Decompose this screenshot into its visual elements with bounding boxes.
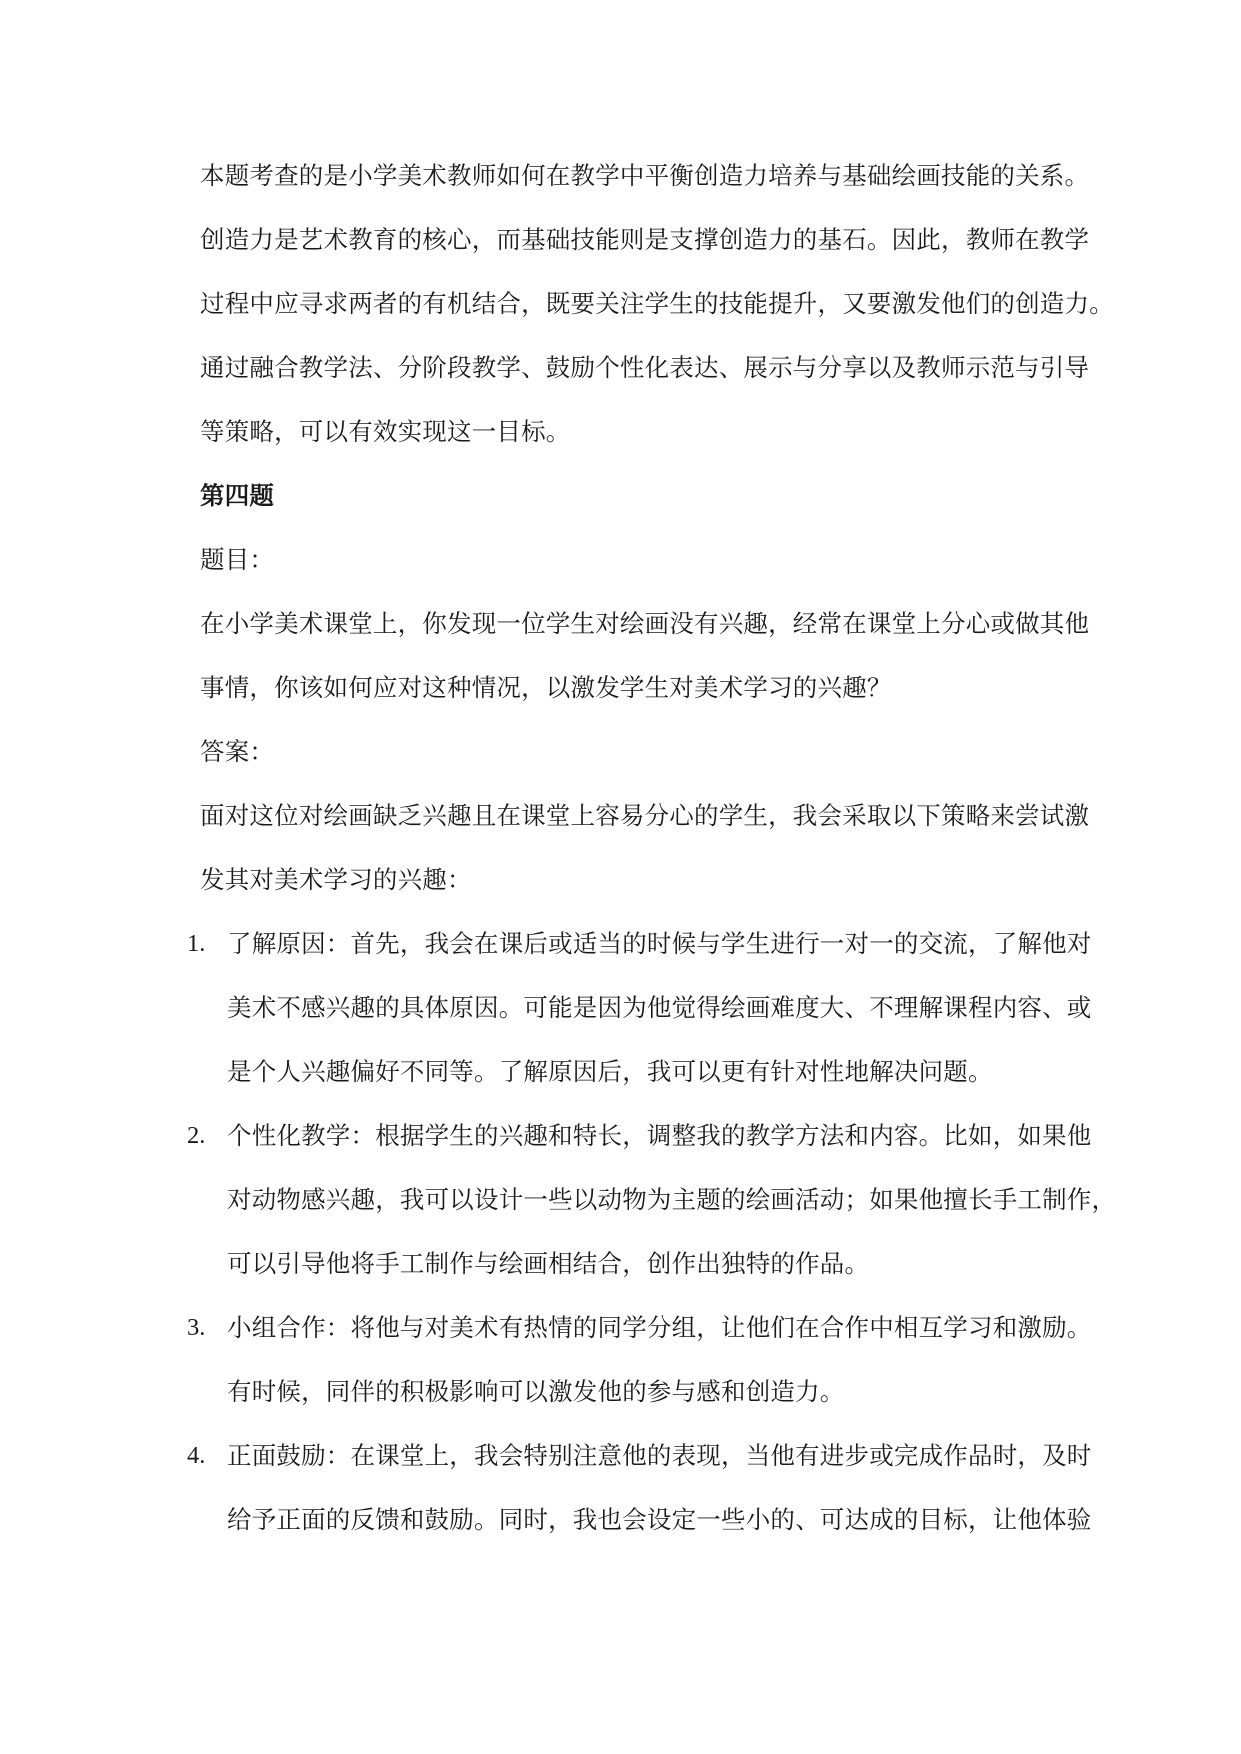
answer-intro-line: 发其对美术学习的兴趣：: [200, 865, 472, 894]
list-item-line: 有时候，同伴的积极影响可以激发他的参与感和创造力。: [227, 1377, 845, 1406]
document-body: [187, 144, 1117, 1552]
answer-intro: [200, 784, 1090, 912]
list-item: [187, 1104, 1117, 1296]
question-line: 事情，你该如何应对这种情况，以激发学生对美术学习的兴趣？: [200, 673, 892, 702]
list-item-number: 3.: [187, 1314, 206, 1341]
list-item-line: 可以引导他将手工制作与绘画相结合，创作出独特的作品。: [227, 1249, 870, 1278]
list-item-number: 4.: [187, 1442, 206, 1469]
list-item-line: 小组合作：将他与对美术有热情的同学分组，让他们在合作中相互学习和激励。: [227, 1313, 1092, 1342]
intro-line: 本题考查的是小学美术教师如何在教学中平衡创造力培养与基础绘画技能的关系。: [200, 161, 1090, 190]
question-text: [200, 592, 1090, 720]
intro-line: 等策略，可以有效实现这一目标。: [200, 417, 571, 446]
list-item-line: 美术不感兴趣的具体原因。可能是因为他觉得绘画难度大、不理解课程内容、或: [227, 993, 1092, 1022]
list-item: [187, 1424, 1092, 1552]
list-item-line: 给予正面的反馈和鼓励。同时，我也会设定一些小的、可达成的目标，让他体验: [227, 1505, 1092, 1534]
list-item-number: 1.: [187, 930, 206, 957]
list-item-line: 个性化教学：根据学生的兴趣和特长，调整我的教学方法和内容。比如，如果他: [227, 1121, 1092, 1150]
intro-line: 创造力是艺术教育的核心，而基础技能则是支撑创造力的基石。因此，教师在教学: [200, 225, 1090, 254]
list-item-line: 正面鼓励：在课堂上，我会特别注意他的表现，当他有进步或完成作品时，及时: [227, 1441, 1092, 1470]
list-item: [187, 912, 1092, 1104]
intro-line: 过程中应寻求两者的有机结合，既要关注学生的技能提升，又要激发他们的创造力。: [200, 289, 1114, 318]
list-item-line: 是个人兴趣偏好不同等。了解原因后，我可以更有针对性地解决问题。: [227, 1057, 993, 1086]
list-item-number: 2.: [187, 1122, 206, 1149]
intro-line: 通过融合教学法、分阶段教学、鼓励个性化表达、展示与分享以及教师示范与引导: [200, 353, 1090, 382]
answer-intro-line: 面对这位对绘画缺乏兴趣且在课堂上容易分心的学生，我会采取以下策略来尝试激: [200, 801, 1090, 830]
list-item-line: 对动物感兴趣，我可以设计一些以动物为主题的绘画活动；如果他擅长手工制作，: [227, 1185, 1117, 1214]
strategy-list: [187, 912, 1117, 1552]
section-title: 第四题: [200, 481, 275, 510]
question-line: 在小学美术课堂上，你发现一位学生对绘画没有兴趣，经常在课堂上分心或做其他: [200, 609, 1090, 638]
list-item: [187, 1296, 1092, 1424]
intro-paragraph: [200, 144, 1114, 464]
list-item-line: 了解原因：首先，我会在课后或适当的时候与学生进行一对一的交流，了解他对: [227, 929, 1092, 958]
answer-label: 答案：: [200, 737, 275, 766]
question-label: 题目：: [200, 545, 275, 574]
